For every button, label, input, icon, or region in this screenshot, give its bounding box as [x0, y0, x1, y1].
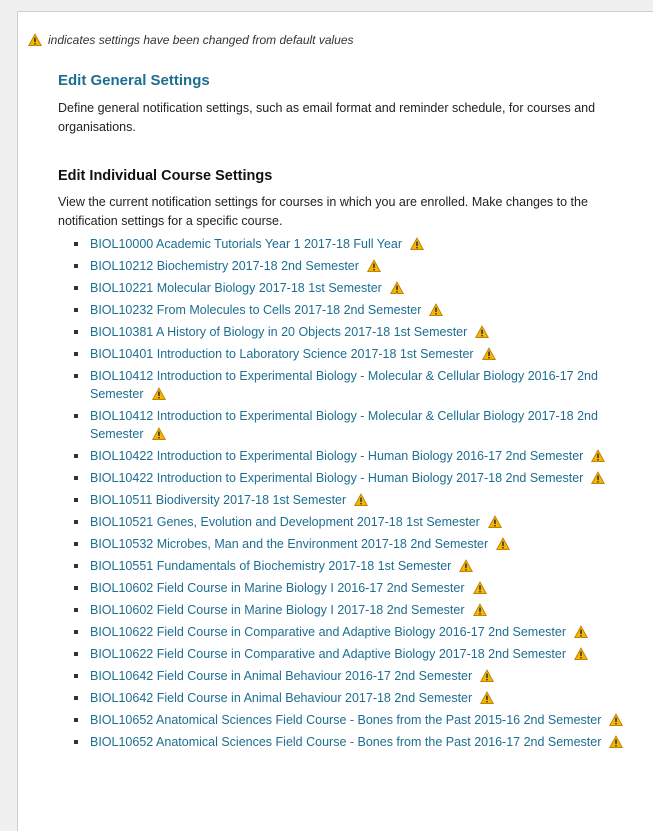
- individual-settings-heading: Edit Individual Course Settings: [58, 168, 273, 184]
- warning-icon: [488, 515, 502, 529]
- course-settings-link[interactable]: BIOL10551 Fundamentals of Biochemistry 2017-18 1st Semester: [90, 559, 452, 573]
- warning-icon: [152, 387, 166, 401]
- course-list-item: [74, 579, 634, 597]
- course-settings-link[interactable]: BIOL10412 Introduction to Experimental Biology - Molecular & Cellular Biology 2017-18 2nd Semester: [90, 409, 598, 441]
- settings-panel: [17, 11, 653, 831]
- course-list-item: [74, 645, 634, 663]
- warning-icon: [480, 669, 494, 683]
- warning-icon: [429, 303, 443, 317]
- warning-icon: [28, 33, 42, 47]
- course-list: [74, 235, 634, 755]
- course-settings-link[interactable]: BIOL10622 Field Course in Comparative and Adaptive Biology 2016-17 2nd Semester: [90, 625, 566, 639]
- individual-settings-description: View the current notification settings for courses in which you are enrolled. Make changes to the notification settings for a specific course.: [58, 195, 588, 228]
- course-settings-link[interactable]: BIOL10422 Introduction to Experimental Biology - Human Biology 2016-17 2nd Semester: [90, 449, 584, 463]
- course-list-item: [74, 623, 634, 641]
- course-list-item: [74, 469, 634, 487]
- course-list-item: [74, 301, 634, 319]
- warning-icon: [574, 625, 588, 639]
- course-list-item: [74, 733, 634, 751]
- course-settings-link[interactable]: BIOL10412 Introduction to Experimental Biology - Molecular & Cellular Biology 2016-17 2nd Semester: [90, 369, 598, 401]
- warning-icon: [482, 347, 496, 361]
- warning-icon: [609, 735, 623, 749]
- warning-icon: [591, 471, 605, 485]
- course-settings-link[interactable]: BIOL10422 Introduction to Experimental Biology - Human Biology 2017-18 2nd Semester: [90, 471, 584, 485]
- warning-icon: [459, 559, 473, 573]
- course-settings-link[interactable]: BIOL10602 Field Course in Marine Biology I 2017-18 2nd Semester: [90, 603, 465, 617]
- warning-icon: [574, 647, 588, 661]
- course-list-item: [74, 513, 634, 531]
- warning-icon: [475, 325, 489, 339]
- course-list-item: [74, 711, 634, 729]
- course-list-item: [74, 407, 634, 443]
- course-settings-link[interactable]: BIOL10511 Biodiversity 2017-18 1st Semester: [90, 493, 347, 507]
- course-settings-link[interactable]: BIOL10401 Introduction to Laboratory Science 2017-18 1st Semester: [90, 347, 474, 361]
- course-list-item: [74, 491, 634, 509]
- course-list-item: [74, 345, 634, 363]
- course-settings-link[interactable]: BIOL10642 Field Course in Animal Behaviour 2016-17 2nd Semester: [90, 669, 473, 683]
- course-settings-link[interactable]: BIOL10221 Molecular Biology 2017-18 1st Semester: [90, 281, 382, 295]
- legend-text: indicates settings have been changed from default values: [48, 33, 354, 47]
- course-list-item: [74, 667, 634, 685]
- course-list-item: [74, 689, 634, 707]
- course-list-item: [74, 601, 634, 619]
- course-list-item: [74, 367, 634, 403]
- course-settings-link[interactable]: BIOL10602 Field Course in Marine Biology I 2016-17 2nd Semester: [90, 581, 465, 595]
- course-settings-link[interactable]: BIOL10652 Anatomical Sciences Field Course - Bones from the Past 2015-16 2nd Semester: [90, 713, 602, 727]
- warning-icon: [354, 493, 368, 507]
- warning-icon: [496, 537, 510, 551]
- warning-icon: [390, 281, 404, 295]
- warning-icon: [152, 427, 166, 441]
- warning-icon: [473, 603, 487, 617]
- course-list-item: [74, 557, 634, 575]
- course-list-item: [74, 279, 634, 297]
- course-settings-link[interactable]: BIOL10521 Genes, Evolution and Development 2017-18 1st Semester: [90, 515, 480, 529]
- course-settings-link[interactable]: BIOL10622 Field Course in Comparative and Adaptive Biology 2017-18 2nd Semester: [90, 647, 566, 661]
- course-settings-link[interactable]: BIOL10652 Anatomical Sciences Field Course - Bones from the Past 2016-17 2nd Semester: [90, 735, 602, 749]
- course-settings-link[interactable]: BIOL10232 From Molecules to Cells 2017-18 2nd Semester: [90, 303, 422, 317]
- course-list-item: [74, 535, 634, 553]
- warning-icon: [473, 581, 487, 595]
- general-settings-description: Define general notification settings, such as email format and reminder schedule, for courses and organisations.: [58, 101, 596, 134]
- course-list-item: [74, 257, 634, 275]
- course-settings-link[interactable]: BIOL10532 Microbes, Man and the Environment 2017-18 2nd Semester: [90, 537, 489, 551]
- legend: [28, 33, 354, 47]
- warning-icon: [367, 259, 381, 273]
- warning-icon: [480, 691, 494, 705]
- edit-general-settings-link[interactable]: Edit General Settings: [58, 72, 210, 89]
- warning-icon: [410, 237, 424, 251]
- course-list-item: [74, 323, 634, 341]
- course-list-item: [74, 447, 634, 465]
- course-settings-link[interactable]: BIOL10212 Biochemistry 2017-18 2nd Semester: [90, 259, 359, 273]
- course-settings-link[interactable]: BIOL10642 Field Course in Animal Behaviour 2017-18 2nd Semester: [90, 691, 473, 705]
- course-list-item: [74, 235, 634, 253]
- course-settings-link[interactable]: BIOL10000 Academic Tutorials Year 1 2017-18 Full Year: [90, 237, 403, 251]
- course-settings-link[interactable]: BIOL10381 A History of Biology in 20 Objects 2017-18 1st Semester: [90, 325, 468, 339]
- warning-icon: [609, 713, 623, 727]
- warning-icon: [591, 449, 605, 463]
